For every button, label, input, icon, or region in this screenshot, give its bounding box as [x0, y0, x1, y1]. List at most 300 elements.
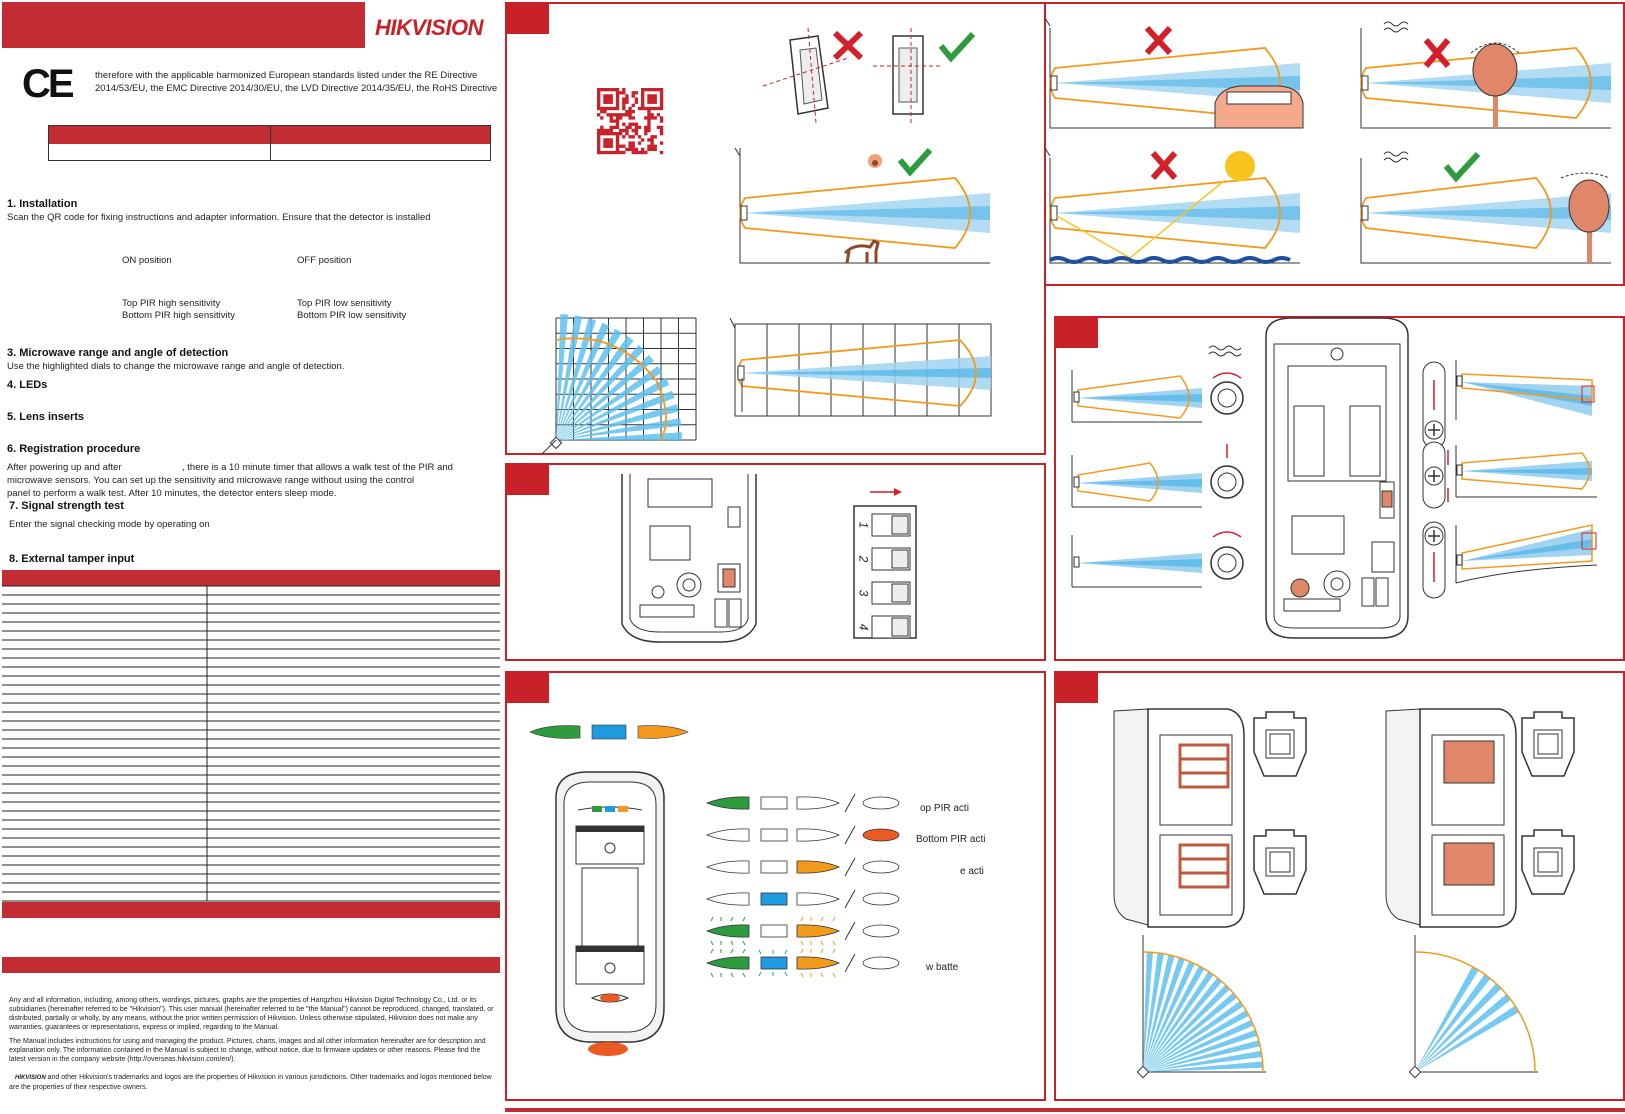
qr-module — [610, 132, 613, 135]
legal-paragraph-1: Any and all information, including, among others, wordings, pictures, graphs are the properties of Hangzhou Hikvision Digital Technology Co., Ltd. or its subsidiaries (hereinafter referred to be "Hikvision"). This user manual (hereinafter referred to be "the Manual") cannot be reproduced, changed, translated, or distributed, partially or wholly, by any means, without the prior written permission of Hikvision. Unless otherwise stipulated, Hikvision does not make any warranties, guarantees or representations, express or implied, regarding to the Manual. — [9, 997, 494, 1031]
qr-module — [597, 94, 600, 97]
qr-module — [641, 104, 644, 107]
qr-module — [632, 148, 635, 151]
qr-module — [616, 148, 619, 151]
detector-front-view — [548, 768, 673, 1058]
spec-table-footer — [2, 902, 500, 918]
qr-module — [597, 91, 600, 94]
qr-module — [660, 132, 663, 135]
qr-module — [597, 151, 600, 154]
qr-module — [613, 126, 616, 129]
qr-module — [635, 132, 638, 135]
qr-module — [660, 107, 663, 110]
qr-module — [606, 94, 609, 97]
led-separator — [845, 890, 855, 908]
led-blink-ray — [801, 973, 803, 977]
led-blink-ray — [743, 941, 745, 945]
qr-module — [625, 94, 628, 97]
qr-module — [597, 132, 600, 135]
qr-module — [644, 126, 647, 129]
panel-lens-tag — [1056, 673, 1098, 703]
led-blink-ray — [833, 917, 835, 921]
qr-module — [647, 107, 650, 110]
dip-label-2: 2 — [856, 555, 871, 563]
qr-module — [647, 126, 650, 129]
qr-module — [622, 97, 625, 100]
led-blink-ray — [731, 941, 733, 945]
led-orange-state — [797, 829, 839, 841]
qr-module — [613, 119, 616, 122]
qr-module — [597, 97, 600, 100]
led-red-state — [863, 925, 899, 937]
led-green-state — [707, 925, 749, 937]
qr-module — [660, 116, 663, 119]
qr-module — [622, 145, 625, 148]
qr-module — [650, 116, 653, 119]
qr-module — [628, 116, 631, 119]
qr-module — [635, 97, 638, 100]
lens-insert-wide-bottom — [1250, 830, 1310, 898]
qr-module — [616, 126, 619, 129]
qr-module — [616, 88, 619, 91]
section-registration-title: 6. Registration procedure — [7, 443, 141, 455]
qr-module — [603, 138, 606, 141]
qr-module — [660, 129, 663, 132]
qr-module — [654, 135, 657, 138]
qr-module — [600, 132, 603, 135]
qr-module — [613, 132, 616, 135]
led-blink-ray — [711, 949, 713, 953]
led-blue-state — [761, 925, 787, 937]
qr-module — [597, 104, 600, 107]
qr-module — [628, 123, 631, 126]
qr-module — [603, 97, 606, 100]
qr-module — [641, 148, 644, 151]
dip-bottom-high: Bottom PIR high sensitivity — [122, 310, 235, 321]
qr-module — [606, 138, 609, 141]
qr-module — [622, 135, 625, 138]
led-separator — [845, 794, 855, 812]
qr-module — [647, 148, 650, 151]
legal-hikvision-logo: HIKVISION — [15, 1075, 46, 1081]
scenario-sun-reflection-wrong — [1045, 148, 1310, 270]
qr-module — [654, 116, 657, 119]
qr-module — [597, 129, 600, 132]
qr-module — [603, 141, 606, 144]
qr-module — [625, 101, 628, 104]
qr-module — [603, 151, 606, 154]
coverage-top-view — [552, 318, 702, 444]
qr-module — [632, 135, 635, 138]
qr-module — [610, 116, 613, 119]
led-green-state — [707, 797, 749, 809]
qr-module — [597, 148, 600, 151]
qr-module — [650, 138, 653, 141]
qr-module — [641, 97, 644, 100]
qr-module — [635, 151, 638, 154]
led-blink-ray — [821, 973, 823, 977]
qr-module — [606, 101, 609, 104]
qr-module — [632, 91, 635, 94]
section-signal-text: Enter the signal checking mode by operating on — [9, 519, 210, 530]
qr-module — [650, 101, 653, 104]
mounting-angle-wrong — [778, 28, 868, 123]
led-blink-ray — [711, 941, 713, 945]
led-green-state — [707, 893, 749, 905]
qr-module — [644, 107, 647, 110]
qr-module — [619, 151, 622, 154]
qr-module — [600, 116, 603, 119]
qr-module — [647, 145, 650, 148]
qr-module — [616, 141, 619, 144]
panel-microwave-tag — [1056, 318, 1098, 348]
qr-module — [616, 119, 619, 122]
header-red-bar — [2, 2, 365, 48]
qr-module — [622, 107, 625, 110]
qr-module — [650, 141, 653, 144]
led-blink-ray — [711, 917, 713, 921]
qr-module — [603, 132, 606, 135]
qr-module — [635, 123, 638, 126]
qr-module — [600, 126, 603, 129]
qr-module — [638, 141, 641, 144]
qr-module — [616, 135, 619, 138]
qr-module — [628, 126, 631, 129]
qr-module — [625, 132, 628, 135]
qr-module — [603, 101, 606, 104]
led-blink-ray — [833, 949, 835, 953]
qr-module — [600, 88, 603, 91]
qr-module — [647, 116, 650, 119]
qr-module — [635, 101, 638, 104]
qr-module — [597, 113, 600, 116]
qr-module — [647, 123, 650, 126]
qr-module — [625, 97, 628, 100]
qr-module — [635, 148, 638, 151]
qr-module — [632, 129, 635, 132]
qr-module — [644, 129, 647, 132]
qr-module — [650, 88, 653, 91]
section-lens-title: 5. Lens inserts — [7, 411, 85, 423]
qr-module — [660, 151, 663, 154]
qr-module — [616, 138, 619, 141]
qr-module — [603, 88, 606, 91]
led-blue-state — [761, 861, 787, 873]
led-orange-state — [797, 797, 839, 809]
qr-module — [632, 110, 635, 113]
detector-interior-microwave — [1262, 316, 1412, 641]
led-blink-ray — [801, 949, 803, 953]
qr-module — [654, 94, 657, 97]
qr-module — [632, 145, 635, 148]
led-blink-ray — [731, 949, 733, 953]
qr-module — [619, 129, 622, 132]
qr-module — [622, 104, 625, 107]
qr-module — [606, 141, 609, 144]
declaration-table-divider — [270, 126, 271, 160]
led-green-state — [707, 957, 749, 969]
qr-module — [600, 129, 603, 132]
tilt-slider-2 — [1420, 440, 1450, 510]
qr-module — [613, 151, 616, 154]
qr-module — [610, 138, 613, 141]
qr-module — [625, 110, 628, 113]
led-blink-ray — [759, 950, 761, 954]
led-blink-ray — [785, 972, 787, 976]
qr-module — [644, 116, 647, 119]
qr-module — [654, 148, 657, 151]
qr-module — [625, 148, 628, 151]
qr-module — [606, 132, 609, 135]
led-blue-state — [761, 957, 787, 969]
led-row-1-label: op PIR acti — [920, 803, 969, 814]
qr-module — [619, 145, 622, 148]
legal-paragraph-2: The Manual includes instructions for using and managing the product. Pictures, charts, images and all other information hereinafter are for description and explanation only. The information contained in the Manual is subject to change, without notice, due to firmware updates or other reasons. Please find the latest version in the company website (http://overseas.hikvision.com/en/). — [9, 1038, 486, 1063]
led-overview — [528, 722, 698, 742]
qr-module — [610, 88, 613, 91]
qr-module — [635, 126, 638, 129]
qr-module — [644, 88, 647, 91]
range-beam-2 — [1070, 455, 1205, 510]
qr-module — [606, 97, 609, 100]
scenario-tree-correct — [1356, 148, 1618, 270]
led-blue-state — [761, 797, 787, 809]
coverage-side-view — [730, 318, 992, 418]
tilt-slider-3 — [1420, 520, 1450, 600]
tilt-beam-up — [1452, 525, 1600, 585]
qr-module — [616, 94, 619, 97]
qr-module — [650, 97, 653, 100]
qr-module — [619, 91, 622, 94]
qr-module — [600, 110, 603, 113]
ce-mark: CE — [22, 62, 72, 106]
qr-module — [597, 107, 600, 110]
scenario-tree-wrong — [1356, 18, 1618, 133]
qr-module — [660, 119, 663, 122]
lens-insert-narrow-bottom — [1518, 830, 1578, 898]
led-orange-state — [797, 957, 839, 969]
qr-module — [619, 132, 622, 135]
qr-module — [647, 88, 650, 91]
qr-module — [616, 97, 619, 100]
registration-line1b: , there is a 10 minute timer that allows a walk test of the PIR and — [182, 462, 453, 473]
qr-module — [635, 129, 638, 132]
qr-module — [613, 88, 616, 91]
legal-paragraph-3-text: and other Hikvision's trademarks and logos are the properties of Hikvision in various jurisdictions. Other trademarks and logos mentioned below are the properties of their respective owners. — [9, 1074, 492, 1091]
qr-module — [650, 148, 653, 151]
led-red-indicator — [585, 1040, 631, 1058]
qr-module — [606, 107, 609, 110]
qr-module — [647, 129, 650, 132]
qr-module — [654, 101, 657, 104]
registration-line2: microwave sensors. You can set up the sensitivity and microwave range without using the control — [7, 475, 415, 486]
qr-module — [628, 145, 631, 148]
ce-text-line2: 2014/53/EU, the EMC Directive 2014/30/EU, the LVD Directive 2014/35/EU, the RoHS Directive — [95, 83, 498, 94]
lens-insert-narrow-top — [1518, 712, 1578, 780]
led-orange-state — [797, 893, 839, 905]
qr-module — [628, 110, 631, 113]
lens-narrow-detector — [1380, 705, 1520, 930]
qr-module — [613, 113, 616, 116]
qr-module — [610, 94, 613, 97]
qr-module — [619, 113, 622, 116]
qr-module — [650, 94, 653, 97]
qr-module — [641, 91, 644, 94]
spec-table-lines — [2, 586, 500, 902]
qr-module — [613, 107, 616, 110]
led-orange-state — [797, 925, 839, 937]
qr-module — [632, 123, 635, 126]
qr-module — [657, 126, 660, 129]
mounting-angle-correct — [883, 28, 978, 123]
led-blink-ray — [743, 973, 745, 977]
range-beam-3 — [1070, 535, 1205, 590]
led-green-state — [707, 829, 749, 841]
detector-interior-dip — [620, 474, 760, 646]
qr-module — [641, 94, 644, 97]
qr-module — [616, 91, 619, 94]
qr-module — [660, 101, 663, 104]
qr-module — [657, 113, 660, 116]
led-row-3-label: e acti — [960, 866, 984, 877]
led-blink-ray — [743, 949, 745, 953]
bottom-red-bar — [505, 1108, 1625, 1112]
lens-narrow-pattern — [1410, 935, 1540, 1077]
qr-module — [654, 145, 657, 148]
range-beam-1 — [1070, 370, 1205, 425]
registration-line1a: After powering up and after — [7, 462, 122, 473]
tilt-beam-down — [1452, 360, 1600, 422]
qr-module — [632, 104, 635, 107]
led-blink-ray — [821, 917, 823, 921]
qr-module — [654, 97, 657, 100]
qr-module — [610, 145, 613, 148]
legal-header-bar — [2, 957, 500, 973]
qr-module — [622, 129, 625, 132]
qr-module — [625, 113, 628, 116]
declaration-table — [48, 125, 491, 161]
led-red-state — [863, 957, 899, 969]
qr-module — [625, 129, 628, 132]
qr-module — [603, 129, 606, 132]
qr-module — [616, 123, 619, 126]
qr-module — [660, 126, 663, 129]
qr-module — [628, 107, 631, 110]
led-blink-ray — [731, 917, 733, 921]
led-red-state — [863, 893, 899, 905]
qr-module — [597, 88, 600, 91]
led-blue-state — [761, 893, 787, 905]
lens-wide-angle-detector — [1108, 705, 1248, 930]
section-microwave-text: Use the highlighted dials to change the microwave range and angle of detection. — [7, 361, 345, 372]
led-red-state — [863, 797, 899, 809]
qr-module — [606, 151, 609, 154]
dip-bottom-low: Bottom PIR low sensitivity — [297, 310, 407, 321]
qr-module — [600, 151, 603, 154]
dip-label-4: 4 — [856, 623, 871, 631]
qr-module — [610, 141, 613, 144]
legal-paragraph-3 — [9, 1073, 497, 1092]
led-separator — [845, 826, 855, 844]
qr-module — [650, 135, 653, 138]
qr-module — [606, 113, 609, 116]
ce-text-line1: therefore with the applicable harmonized European standards listed under the RE Directive — [95, 70, 478, 81]
qr-module — [610, 97, 613, 100]
dip-off-label: OFF position — [297, 255, 352, 266]
qr-module — [657, 107, 660, 110]
led-red-state — [863, 829, 899, 841]
dip-top-low: Top PIR low sensitivity — [297, 298, 392, 309]
qr-module — [650, 113, 653, 116]
qr-module — [632, 116, 635, 119]
dip-on-label: ON position — [122, 255, 172, 266]
qr-module — [641, 138, 644, 141]
qr-module — [650, 107, 653, 110]
lens-insert-wide-top — [1250, 712, 1310, 780]
qr-module — [603, 94, 606, 97]
qr-module — [616, 104, 619, 107]
led-separator — [845, 858, 855, 876]
section-signal-title: 7. Signal strength test — [9, 500, 124, 512]
range-dial-middle — [1205, 440, 1250, 510]
qr-module — [632, 141, 635, 144]
qr-module — [628, 141, 631, 144]
registration-line3: panel to perform a walk test. After 10 minutes, the detector enters sleep mode. — [7, 488, 337, 499]
led-row-2-label: Bottom PIR acti — [916, 834, 986, 845]
panel-dip-switch-tag — [507, 465, 549, 495]
qr-module — [610, 151, 613, 154]
qr-module — [597, 138, 600, 141]
led-blink-ray — [833, 941, 835, 945]
qr-module — [610, 101, 613, 104]
qr-module — [616, 145, 619, 148]
qr-module — [638, 126, 641, 129]
qr-module — [644, 132, 647, 135]
qr-module — [638, 107, 641, 110]
qr-module — [660, 97, 663, 100]
qr-module — [610, 119, 613, 122]
led-blink-ray — [821, 949, 823, 953]
qr-module — [597, 135, 600, 138]
led-blue-state — [761, 829, 787, 841]
panel-installation-tag — [507, 4, 549, 34]
qr-module — [597, 145, 600, 148]
qr-module — [647, 113, 650, 116]
led-separator — [845, 922, 855, 940]
hikvision-logo: HIKVISION — [375, 15, 483, 40]
qr-module — [654, 88, 657, 91]
qr-module — [641, 107, 644, 110]
led-blink-ray — [821, 941, 823, 945]
tilt-slider-1 — [1420, 360, 1450, 450]
led-blink-ray — [785, 950, 787, 954]
qr-module — [628, 148, 631, 151]
tilt-beam-level — [1452, 445, 1600, 500]
qr-module — [622, 113, 625, 116]
qr-module — [619, 116, 622, 119]
section-leds-title: 4. LEDs — [7, 379, 48, 391]
qr-module — [632, 151, 635, 154]
panel-leds-tag — [507, 673, 549, 703]
dip-label-1: 1 — [856, 521, 871, 529]
qr-module — [628, 113, 631, 116]
qr-module — [641, 88, 644, 91]
qr-module — [660, 88, 663, 91]
qr-code — [597, 88, 663, 154]
section-microwave-title: 3. Microwave range and angle of detection — [7, 347, 229, 359]
lens-wide-pattern — [1138, 935, 1268, 1077]
qr-module — [628, 135, 631, 138]
